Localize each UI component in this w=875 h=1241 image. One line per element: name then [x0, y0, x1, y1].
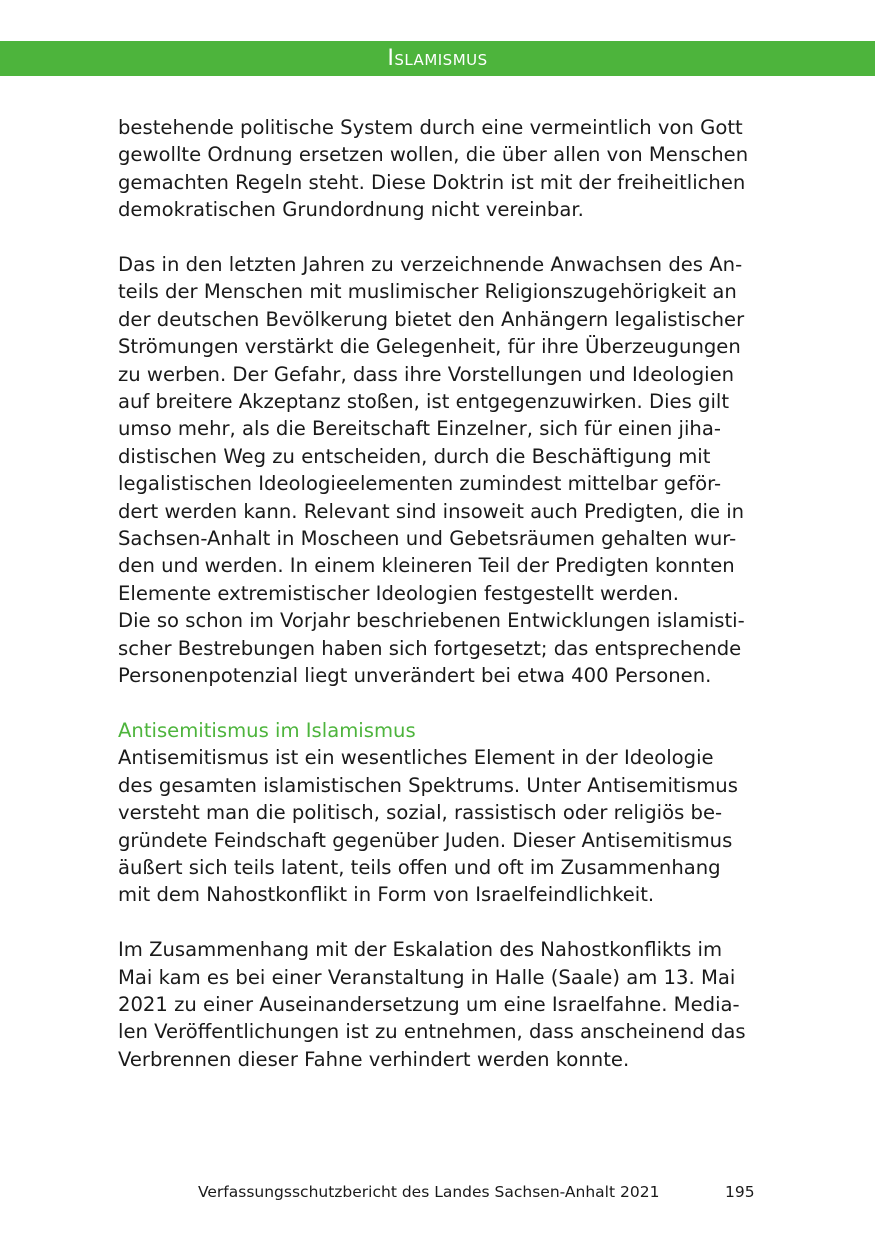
text-line: demokratischen Grundordnung nicht vereinbar.: [118, 198, 584, 222]
text-line: Personenpotenzial liegt unverändert bei etwa 400 Personen.: [118, 664, 712, 688]
paragraph-3: [118, 744, 758, 908]
text-line: den und werden. In einem kleineren Teil der Predigten konnten: [118, 554, 735, 578]
text-line: zu werben. Der Gefahr, dass ihre Vorstellungen und Ideologien: [118, 362, 735, 386]
footer-publication-title: Verfassungsschutzbericht des Landes Sachsen-Anhalt 2021: [198, 1183, 660, 1201]
text-line: gründete Feindschaft gegenüber Juden. Dieser Antisemitismus: [118, 828, 733, 852]
text-line: äußert sich teils latent, teils offen und oft im Zusammenhang: [118, 855, 721, 879]
text-line: Strömungen verstärkt die Gelegenheit, für ihre Überzeugungen: [118, 335, 741, 359]
text-line: des gesamten islamistischen Spektrums. Unter Antisemitismus: [118, 773, 738, 797]
text-line: umso mehr, als die Bereitschaft Einzelner, sich für einen jiha-: [118, 417, 721, 441]
chapter-title: Islamismus: [387, 46, 488, 71]
text-line: dert werden kann. Relevant sind insoweit auch Predigten, die in: [118, 499, 745, 523]
text-line: Elemente extremistischer Ideologien festgestellt werden.: [118, 581, 679, 605]
text-line: Verbrennen dieser Fahne verhindert werden konnte.: [118, 1047, 630, 1071]
text-line: scher Bestrebungen haben sich fortgesetzt; das entsprechende: [118, 636, 742, 660]
text-line: Im Zusammenhang mit der Eskalation des Nahostkonflikts im: [118, 938, 723, 962]
text-line: gewollte Ordnung ersetzen wollen, die über allen von Menschen: [118, 143, 749, 167]
text-line: len Veröffentlichungen ist zu entnehmen, dass anscheinend das: [118, 1020, 746, 1044]
text-line: Antisemitismus ist ein wesentliches Element in der Ideologie: [118, 746, 714, 770]
text-line: mit dem Nahostkonflikt in Form von Israelfeindlichkeit.: [118, 883, 655, 907]
text-line: legalistischen Ideologieelementen zumindest mittelbar geför-: [118, 472, 722, 496]
paragraph-4: [118, 936, 758, 1073]
text-line: versteht man die politisch, sozial, rassistisch oder religiös be-: [118, 801, 723, 825]
text-line: bestehende politische System durch eine vermeintlich von Gott: [118, 116, 743, 139]
text-line: Mai kam es bei einer Veranstaltung in Halle (Saale) am 13. Mai: [118, 965, 736, 989]
text-line: Das in den letzten Jahren zu verzeichnende Anwachsen des An-: [118, 253, 743, 277]
text-line: 2021 zu einer Auseinandersetzung um eine Israelfahne. Media-: [118, 992, 740, 1016]
paragraph-gap: [118, 909, 758, 936]
text-line: Die so schon im Vorjahr beschriebenen Entwicklungen islamisti-: [118, 609, 745, 633]
text-line: teils der Menschen mit muslimischer Religionszugehörigkeit an: [118, 280, 737, 304]
header-bar: [0, 41, 875, 76]
text-line: distischen Weg zu entscheiden, durch die Beschäftigung mit: [118, 444, 711, 468]
footer-page-number: 195: [725, 1183, 755, 1201]
paragraph-gap: [118, 224, 758, 251]
paragraph-2: [118, 251, 758, 690]
page-content: [118, 114, 758, 1073]
text-line: der deutschen Bevölkerung bietet den Anhängern legalistischer: [118, 307, 745, 331]
paragraph-gap: [118, 690, 758, 717]
text-line: Sachsen-Anhalt in Moscheen und Gebetsräumen gehalten wur-: [118, 527, 737, 551]
text-line: auf breitere Akzeptanz stoßen, ist entgegenzuwirken. Dies gilt: [118, 390, 730, 414]
section-subheading: Antisemitismus im Islamismus: [118, 718, 416, 742]
paragraph-1: [118, 114, 758, 224]
text-line: gemachten Regeln steht. Diese Doktrin ist mit der freiheitlichen: [118, 170, 746, 194]
